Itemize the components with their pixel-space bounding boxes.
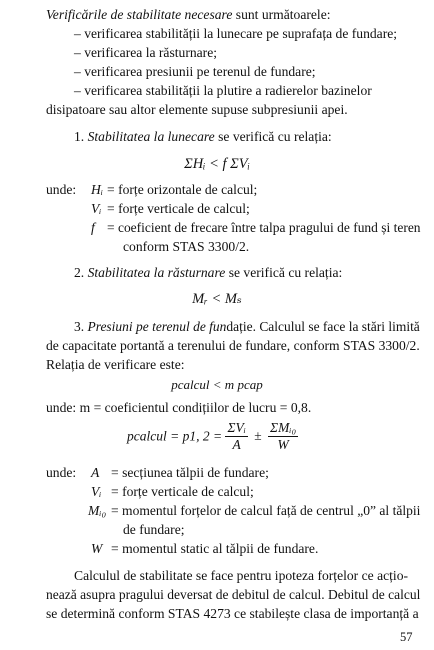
section-1-unde: unde: (46, 182, 77, 197)
formula-pcalcul-lhs: pcalcul = p1, 2 = (127, 428, 223, 444)
def-w-text: = momentul static al tălpii de fundare. (111, 541, 319, 556)
formula-rasturnare: Mᵣ < Mₛ (192, 291, 242, 307)
section-3-line-2: de capacitate portantă a terenului de fundare, conform STAS 3300/2. (46, 338, 420, 353)
def-3-cont: conform STAS 3300/2. (123, 239, 250, 254)
page-number: 57 (400, 630, 413, 644)
section-3-unde: unde: (46, 465, 77, 480)
fraction-sum-m-den: W (277, 436, 289, 452)
def-2-text: = forțe verticale de calcul; (107, 201, 250, 216)
section-1-title: Stabilitatea la lunecare (87, 129, 215, 144)
verif-intro (46, 8, 331, 22)
verif-item-4: – verificarea stabilității la plutire a radierelor bazinelor (74, 83, 372, 98)
unde-m-line: unde: m = coeficientul condițiilor de lucru = 0,8. (46, 400, 312, 415)
fraction-sum-m (268, 421, 298, 451)
def-v-text: = forțe verticale de calcul; (111, 484, 254, 499)
final-line-3: se determină conform STAS 4273 ce stabilește clasa de importanță a (46, 606, 419, 621)
def-2-symbol: Vᵢ (91, 201, 102, 216)
fraction-sum-m-num: ΣMᵢ₀ (270, 420, 297, 435)
section-2-heading (74, 266, 342, 280)
section-2-number: 2. (74, 265, 88, 280)
verif-intro-italic: Verificările de stabilitate necesare (46, 7, 233, 22)
verif-item-2: – verificarea la răsturnare; (74, 45, 218, 60)
section-1-number: 1. (74, 129, 88, 144)
fraction-sum-v (225, 421, 247, 451)
final-line-1: Calculul de stabilitate se face pentru ipoteza forțelor ce acțio- (74, 568, 409, 583)
section-2-rest: se verifică cu relația: (225, 265, 343, 280)
section-3-line-3: Relația de verificare este: (46, 357, 185, 372)
def-3-text: = coeficient de frecare între talpa pragului de fund și teren (107, 220, 421, 235)
final-line-2: nează asupra pragului deversat de debitul de calcul. Debitul de calcul (46, 587, 421, 602)
def-1-symbol: Hᵢ (91, 182, 103, 197)
def-w-symbol: W (91, 541, 103, 556)
section-3-title: Presiuni pe terenul de fun (87, 319, 227, 334)
def-a-symbol: A (91, 465, 100, 480)
formula-presiune: pcalcul < m pcap (171, 377, 263, 392)
plus-minus-sign: ± (254, 428, 262, 444)
verif-item-4-cont: disipatoare sau altor elemente supuse subpresiunii apei. (46, 102, 348, 117)
formula-pcalcul (127, 421, 298, 451)
def-m-symbol: Mᵢ₀ (88, 503, 107, 518)
def-v-symbol: Vᵢ (91, 484, 102, 499)
section-3-heading (74, 320, 420, 334)
section-2-title: Stabilitatea la răsturnare (87, 265, 226, 280)
fraction-sum-v-num: ΣVᵢ (227, 420, 246, 435)
section-3-number: 3. (74, 319, 88, 334)
def-m-cont: de fundare; (123, 522, 185, 537)
verif-intro-rest: sunt următoarele: (232, 7, 331, 22)
def-m-text: = momentul forțelor de calcul față de centrul „0” al tălpii (111, 503, 421, 518)
formula-lunecare: ΣHᵢ < f ΣVᵢ (184, 156, 250, 172)
section-3-title-rest: dație. Calculul se face la stări limită (226, 319, 420, 334)
def-3-symbol: f (91, 220, 95, 235)
section-1-heading (74, 130, 332, 144)
def-1-text: = forțe orizontale de calcul; (107, 182, 258, 197)
verif-item-1: – verificarea stabilității la lunecare pe suprafața de fundare; (74, 26, 398, 41)
def-a-text: = secțiunea tălpii de fundare; (111, 465, 269, 480)
verif-item-3: – verificarea presiunii pe terenul de fundare; (74, 64, 316, 79)
fraction-sum-v-den: A (232, 436, 241, 452)
section-1-rest: se verifică cu relația: (214, 129, 332, 144)
